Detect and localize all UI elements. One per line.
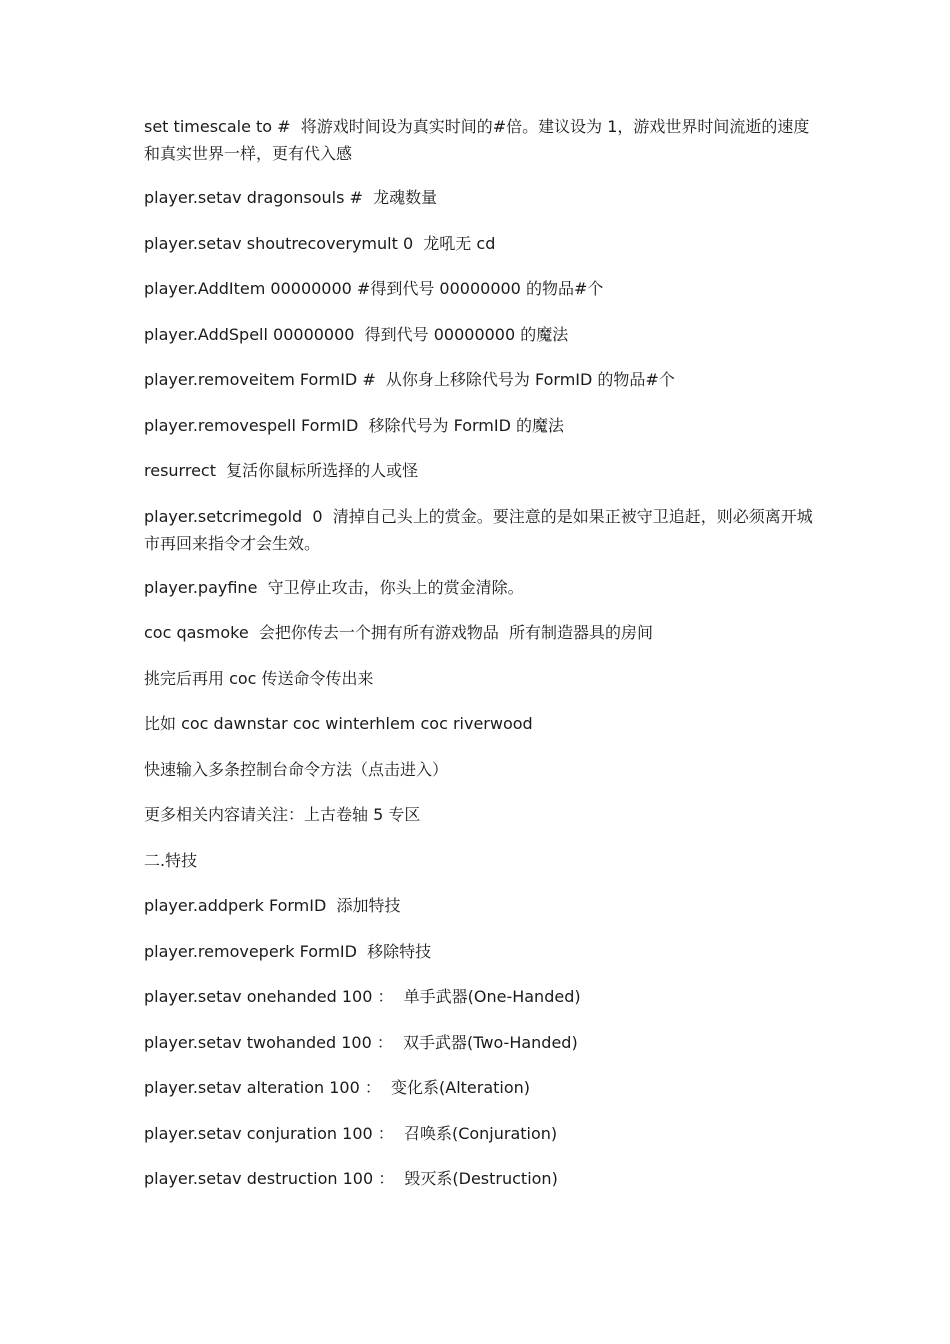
paragraph-quick-input-link[interactable]: 快速输入多条控制台命令方法（点击进入） — [144, 759, 449, 779]
paragraph-conjuration: player.setav conjuration 100 ： 召唤系(Conjuration) — [144, 1123, 558, 1143]
paragraph-alteration: player.setav alteration 100 ： 变化系(Alteration) — [144, 1078, 531, 1097]
section-heading-perks: 二.特技 — [144, 850, 198, 870]
paragraph-removeitem: player.removeitem FormID # 从你身上移除代号为 FormID 的物品#个 — [144, 370, 675, 389]
paragraph-twohanded: player.setav twohanded 100 ： 双手武器(Two-Handed) — [144, 1032, 578, 1052]
paragraph-resurrect: resurrect 复活你鼠标所选择的人或怪 — [144, 461, 419, 480]
document-body — [144, 113, 816, 1211]
paragraph-removespell: player.removespell FormID 移除代号为 FormID 的魔法 — [144, 415, 565, 435]
paragraph-additem: player.AddItem 00000000 #得到代号 00000000 的物品#个 — [144, 279, 604, 298]
paragraph-destruction: player.setav destruction 100 ： 毁灭系(Destruction) — [144, 1169, 558, 1188]
paragraph-dragonsouls: player.setav dragonsouls # 龙魂数量 — [144, 188, 438, 207]
paragraph-qasmoke: coc qasmoke 会把你传去一个拥有所有游戏物品 所有制造器具的房间 — [144, 623, 654, 642]
paragraph-setcrimegold: player.setcrimegold 0 清掉自己头上的赏金。要注意的是如果正被守卫追赶，则必须离开城市再回来指令才会生效。 — [144, 506, 813, 553]
paragraph-removeperk: player.removeperk FormID 移除特技 — [144, 941, 432, 961]
paragraph-coc-examples: 比如 coc dawnstar coc winterhlem coc riverwood — [144, 714, 533, 733]
paragraph-timescale: set timescale to # 将游戏时间设为真实时间的#倍。建议设为 1，游戏世界时间流逝的速度和真实世界一样，更有代入感 — [144, 117, 810, 163]
paragraph-addspell: player.AddSpell 00000000 得到代号 00000000 的魔法 — [144, 324, 569, 344]
paragraph-payfine: player.payfine 守卫停止攻击，你头上的赏金清除。 — [144, 577, 524, 597]
paragraph-addperk: player.addperk FormID 添加特技 — [144, 896, 401, 915]
paragraph-shoutrecovery: player.setav shoutrecoverymult 0 龙吼无 cd — [144, 233, 496, 253]
paragraph-onehanded: player.setav onehanded 100 ： 单手武器(One-Handed) — [144, 987, 581, 1006]
paragraph-more-content-link[interactable]: 更多相关内容请关注：上古卷轴 5 专区 — [144, 805, 421, 824]
paragraph-coc-return: 挑完后再用 coc 传送命令传出来 — [144, 668, 374, 688]
